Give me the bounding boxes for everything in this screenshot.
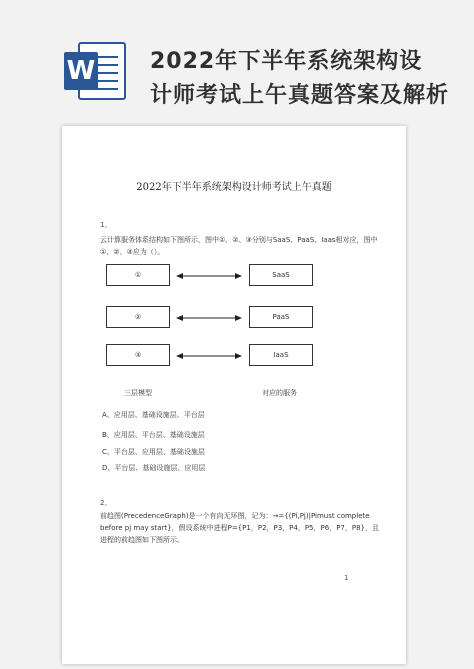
word-letter-icon: W xyxy=(64,52,98,90)
caption-services: 对应的服务 xyxy=(262,389,297,397)
option-c: C、平台层、应用层、基础设施层 xyxy=(102,448,205,456)
double-arrow-2 xyxy=(176,314,242,322)
double-arrow-1 xyxy=(176,272,242,280)
word-document-icon xyxy=(64,42,128,100)
option-b: B、应用层、平台层、基础设施层 xyxy=(102,431,205,439)
question-2-number: 2、 xyxy=(100,499,112,507)
document-page xyxy=(62,126,406,664)
question-2-text: 前趋图(PrecedenceGraph)是一个有向无环图，记为：→={(Pi,Pj)|Pimust complete before pj may start}，假设系统中进程P={P1，P2，P3，P4，P5，P6，P7，P8}，且进程的前趋图如下图所示。 xyxy=(100,512,379,544)
page-number: 1 xyxy=(344,574,349,582)
option-d: D、平台层、基础设施层、应用层 xyxy=(102,464,206,472)
banner-title-line-2: 计师考试上午真题答案及解析 xyxy=(150,83,450,108)
service-box-paas: PaaS xyxy=(249,306,313,328)
document-title: 2022年下半年系统架构设计师考试上午真题 xyxy=(136,182,332,193)
double-arrow-3 xyxy=(176,352,242,360)
banner xyxy=(0,0,474,118)
model-box-2: ② xyxy=(106,306,170,328)
option-a: A、应用层、基础设施层、平台层 xyxy=(102,411,205,419)
question-1-text: 云计算服务体系结构如下图所示，图中①、②、③分别与SaaS、PaaS、Iaas相对应，图中①、②、③应为（）。 xyxy=(100,236,378,256)
caption-three-layer-model: 三层模型 xyxy=(124,389,152,397)
question-1-number: 1、 xyxy=(100,221,112,229)
banner-title-line-1: 2022年下半年系统架构设 xyxy=(150,49,423,74)
service-box-iaas: IaaS xyxy=(249,344,313,366)
service-box-saas: SaaS xyxy=(249,264,313,286)
model-box-1: ① xyxy=(106,264,170,286)
model-box-3: ③ xyxy=(106,344,170,366)
